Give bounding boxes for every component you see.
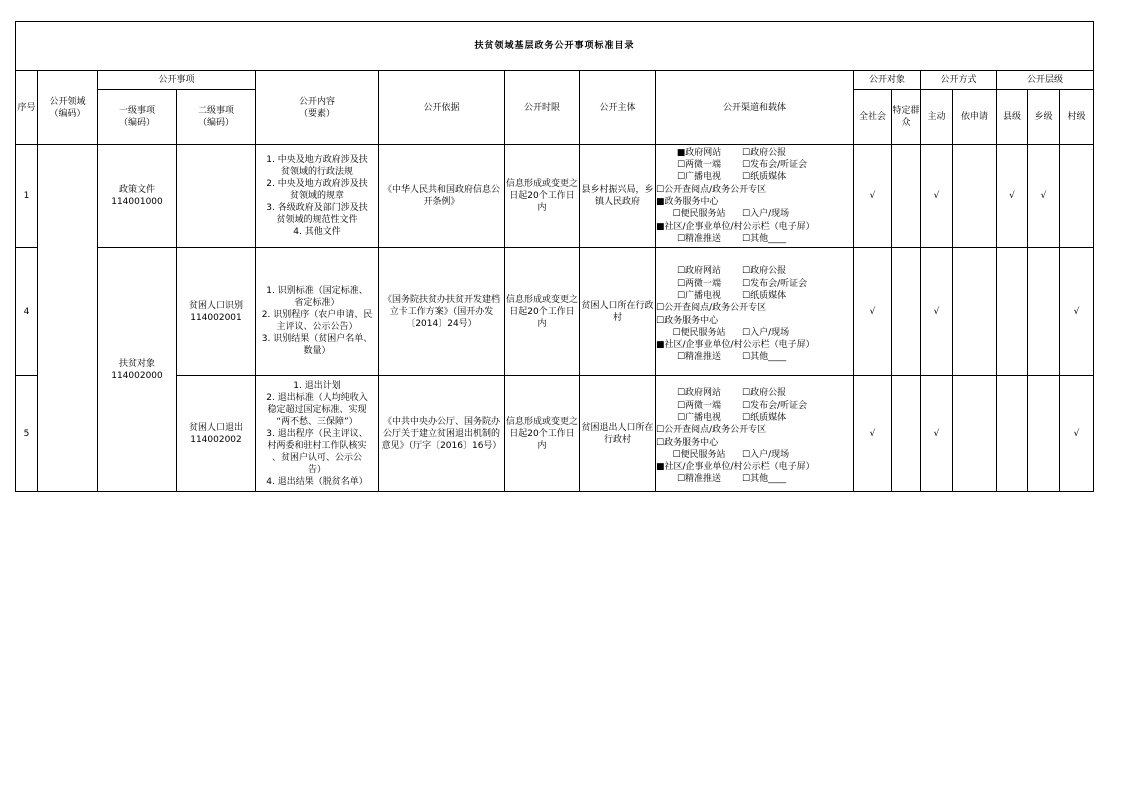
row-subject: 贫困退出人口所在行政村 <box>580 376 656 492</box>
channel-option: ☐纸质媒体 <box>742 290 787 301</box>
row-channels <box>656 376 854 492</box>
content-line: 贫领域的行政法规 <box>280 167 353 177</box>
channel-option: ☐公开查阅点/政务公开专区 <box>656 184 767 195</box>
row-seq: 5 <box>16 376 38 492</box>
header-time: 公开时限 <box>505 71 580 145</box>
table-row <box>16 376 1094 492</box>
channel-option: ☐政府网站 <box>676 388 722 399</box>
header-content-sub: （要素） <box>298 108 335 119</box>
header-level-village: 村级 <box>1060 90 1094 145</box>
channel-option: ■政府网站 <box>676 147 722 158</box>
channel-option: ■政务服务中心 <box>656 197 719 207</box>
method-active-mark: √ <box>921 376 953 492</box>
header-level1-label: 一级事项 <box>118 106 155 116</box>
row-level2-code: 114002001 <box>190 312 242 323</box>
row-content <box>256 145 379 248</box>
header-audience-all: 全社会 <box>854 90 892 145</box>
content-line: 2. 中央及地方政府涉及扶 <box>266 179 368 189</box>
content-line: 3. 退出程序（民主评议、 <box>266 428 368 439</box>
row-level2-name: 贫困人口识别 <box>188 300 243 311</box>
channel-option: ☐公开查阅点/政务公开专区 <box>656 303 767 314</box>
row-time: 信息形成或变更之日起20个工作日内 <box>505 376 580 492</box>
channel-option: ☐入户/现场 <box>742 327 790 338</box>
audience-specific-mark <box>892 376 921 492</box>
content-line: 稳定超过国定标准、实现 <box>267 404 367 415</box>
row-time: 信息形成或变更之日起20个工作日内 <box>505 145 580 248</box>
header-level2-label: 二级事项 <box>197 106 234 116</box>
content-line: 4. 其他文件 <box>293 227 341 237</box>
content-line: 1. 退出计划 <box>293 380 341 391</box>
channel-option: ☐广播电视 <box>676 290 722 301</box>
content-line: 主评议、公示公告） <box>276 321 358 332</box>
method-active-mark: √ <box>921 145 953 248</box>
level-county-mark <box>997 376 1028 492</box>
content-line: 1. 识别标准（国定标准、 <box>266 285 368 296</box>
channel-option: ☐发布会/听证会 <box>742 160 808 171</box>
level-township-mark <box>1028 248 1060 376</box>
channel-option: ☐政务服务中心 <box>656 437 719 448</box>
channel-option: ☐政府公报 <box>742 388 787 399</box>
row-seq: 4 <box>16 248 38 376</box>
row-seq: 1 <box>16 145 38 248</box>
channel-option: ☐其他____ <box>742 474 787 485</box>
channel-option: ■社区/企事业单位/村公示栏（电子屏） <box>656 221 815 232</box>
row-basis: 《中共中央办公厅、国务院办公厅关于建立贫困退出机制的意见》（厅字〔2016〕16号） <box>379 376 505 492</box>
channel-option: ☐便民服务站 <box>672 449 726 460</box>
row-channels <box>656 145 854 248</box>
channel-option: ☐其他____ <box>742 233 787 244</box>
channel-option: ☐便民服务站 <box>672 327 726 338</box>
header-level1-code: （编码） <box>118 118 155 128</box>
table-row <box>16 248 1094 376</box>
content-line: 数量） <box>303 345 331 356</box>
content-line: 2. 退出标准（人均纯收入 <box>266 392 368 403</box>
channel-option: ☐便民服务站 <box>672 209 726 220</box>
header-audience-group: 公开对象 <box>854 71 921 90</box>
method-request-mark <box>953 376 997 492</box>
method-request-mark <box>953 145 997 248</box>
header-level2 <box>177 90 256 145</box>
level-township-mark <box>1028 376 1060 492</box>
content-line: 1. 中央及地方政府涉及扶 <box>266 155 368 165</box>
header-basis: 公开依据 <box>379 71 505 145</box>
header-subject: 公开主体 <box>580 71 656 145</box>
header-level2-code: （编码） <box>197 118 234 128</box>
channel-option: ☐发布会/听证会 <box>742 278 808 289</box>
row-content <box>256 376 379 492</box>
channel-option: ☐发布会/听证会 <box>742 400 808 411</box>
row-level1-code: 114001000 <box>111 197 163 207</box>
audience-specific-mark <box>892 248 921 376</box>
header-method-active: 主动 <box>921 90 953 145</box>
content-line: 2. 识别程序（农户申请、民 <box>261 309 373 320</box>
channel-option: ☐公开查阅点/政务公开专区 <box>656 425 767 436</box>
header-level-township: 乡级 <box>1028 90 1060 145</box>
channel-option: ☐其他____ <box>742 352 787 363</box>
channel-option: ☐政府网站 <box>676 266 722 277</box>
level-village-mark <box>1060 145 1094 248</box>
channel-option: ☐纸质媒体 <box>742 412 787 423</box>
content-line: 、贫困户认可、公示公 <box>271 452 362 463</box>
channel-option: ☐政府公报 <box>742 147 787 158</box>
header-audience-specific: 特定群众 <box>892 90 921 145</box>
row-level1-name: 扶贫对象 <box>118 358 155 369</box>
row-level2-name: 贫困人口退出 <box>188 422 243 433</box>
header-content-label: 公开内容 <box>298 96 335 107</box>
header-domain-code: （编码） <box>49 108 86 119</box>
channel-option: ☐入户/现场 <box>742 209 790 220</box>
channel-option: ☐两微一端 <box>676 160 722 171</box>
content-line: “两不愁、三保障”） <box>276 416 358 427</box>
level-county-mark: √ <box>997 145 1028 248</box>
row-time: 信息形成或变更之日起20个工作日内 <box>505 248 580 376</box>
content-line: 村两委和驻村工作队核实 <box>267 440 367 451</box>
row-subject: 县乡村振兴局，乡镇人民政府 <box>580 145 656 248</box>
row-basis: 《中华人民共和国政府信息公开条例》 <box>379 145 505 248</box>
level-village-mark: √ <box>1060 376 1094 492</box>
audience-all-mark: √ <box>854 248 892 376</box>
content-line: 贫领域的规范性文件 <box>276 215 358 225</box>
header-content <box>256 71 379 145</box>
row-level2 <box>177 145 256 248</box>
audience-specific-mark <box>892 145 921 248</box>
channel-option: ☐精准推送 <box>676 233 722 244</box>
header-level-county: 县级 <box>997 90 1028 145</box>
content-line: 4. 退出结果（脱贫名单） <box>266 476 368 487</box>
channel-option: ☐政务服务中心 <box>656 315 719 326</box>
content-line: 3. 各级政府及部门涉及扶 <box>266 203 368 213</box>
row-level1 <box>98 145 177 248</box>
level-township-mark: √ <box>1028 145 1060 248</box>
channel-option: ☐两微一端 <box>676 400 722 411</box>
catalog-table <box>15 21 1094 492</box>
header-level1 <box>98 90 177 145</box>
row-level1-code: 114002000 <box>111 370 163 381</box>
channel-option: ☐两微一端 <box>676 278 722 289</box>
content-line: 告） <box>307 464 326 475</box>
row-level2-code: 114002002 <box>190 434 242 445</box>
content-line: 省定标准） <box>294 297 340 308</box>
content-line: 贫领域的规章 <box>289 191 344 201</box>
channel-option: ☐精准推送 <box>676 474 722 485</box>
method-request-mark <box>953 248 997 376</box>
channel-option: ■社区/企事业单位/村公示栏（电子屏） <box>656 340 815 351</box>
channel-option: ☐政府公报 <box>742 266 787 277</box>
channel-option: ☐广播电视 <box>676 172 722 183</box>
row-subject: 贫困人口所在行政村 <box>580 248 656 376</box>
header-domain-label: 公开领域 <box>49 96 86 107</box>
row-level1-name: 政策文件 <box>118 185 155 195</box>
level-village-mark: √ <box>1060 248 1094 376</box>
page-title: 扶贫领域基层政务公开事项标准目录 <box>16 22 1094 71</box>
content-line: 3. 识别结果（贫困户名单、 <box>261 333 373 344</box>
header-domain <box>38 71 98 145</box>
method-active-mark: √ <box>921 248 953 376</box>
row-content <box>256 248 379 376</box>
row-level1-merged <box>98 248 177 492</box>
header-method-request: 依申请 <box>953 90 997 145</box>
channel-option: ☐广播电视 <box>676 412 722 423</box>
channel-option: ☐纸质媒体 <box>742 172 787 183</box>
row-level2 <box>177 376 256 492</box>
row-channels <box>656 248 854 376</box>
header-items-group: 公开事项 <box>98 71 256 90</box>
audience-all-mark: √ <box>854 145 892 248</box>
row-level2 <box>177 248 256 376</box>
header-channels: 公开渠道和载体 <box>656 71 854 145</box>
header-level-group: 公开层级 <box>997 71 1094 90</box>
row-domain <box>38 145 98 492</box>
channel-option: ■社区/企事业单位/村公示栏（电子屏） <box>656 462 815 473</box>
header-seq: 序号 <box>16 71 38 145</box>
channel-option: ☐精准推送 <box>676 352 722 363</box>
header-method-group: 公开方式 <box>921 71 997 90</box>
row-basis: 《国务院扶贫办扶贫开发建档立卡工作方案》（国开办发〔2014〕24号） <box>379 248 505 376</box>
level-county-mark <box>997 248 1028 376</box>
channel-option: ☐入户/现场 <box>742 449 790 460</box>
table-row <box>16 145 1094 248</box>
audience-all-mark: √ <box>854 376 892 492</box>
